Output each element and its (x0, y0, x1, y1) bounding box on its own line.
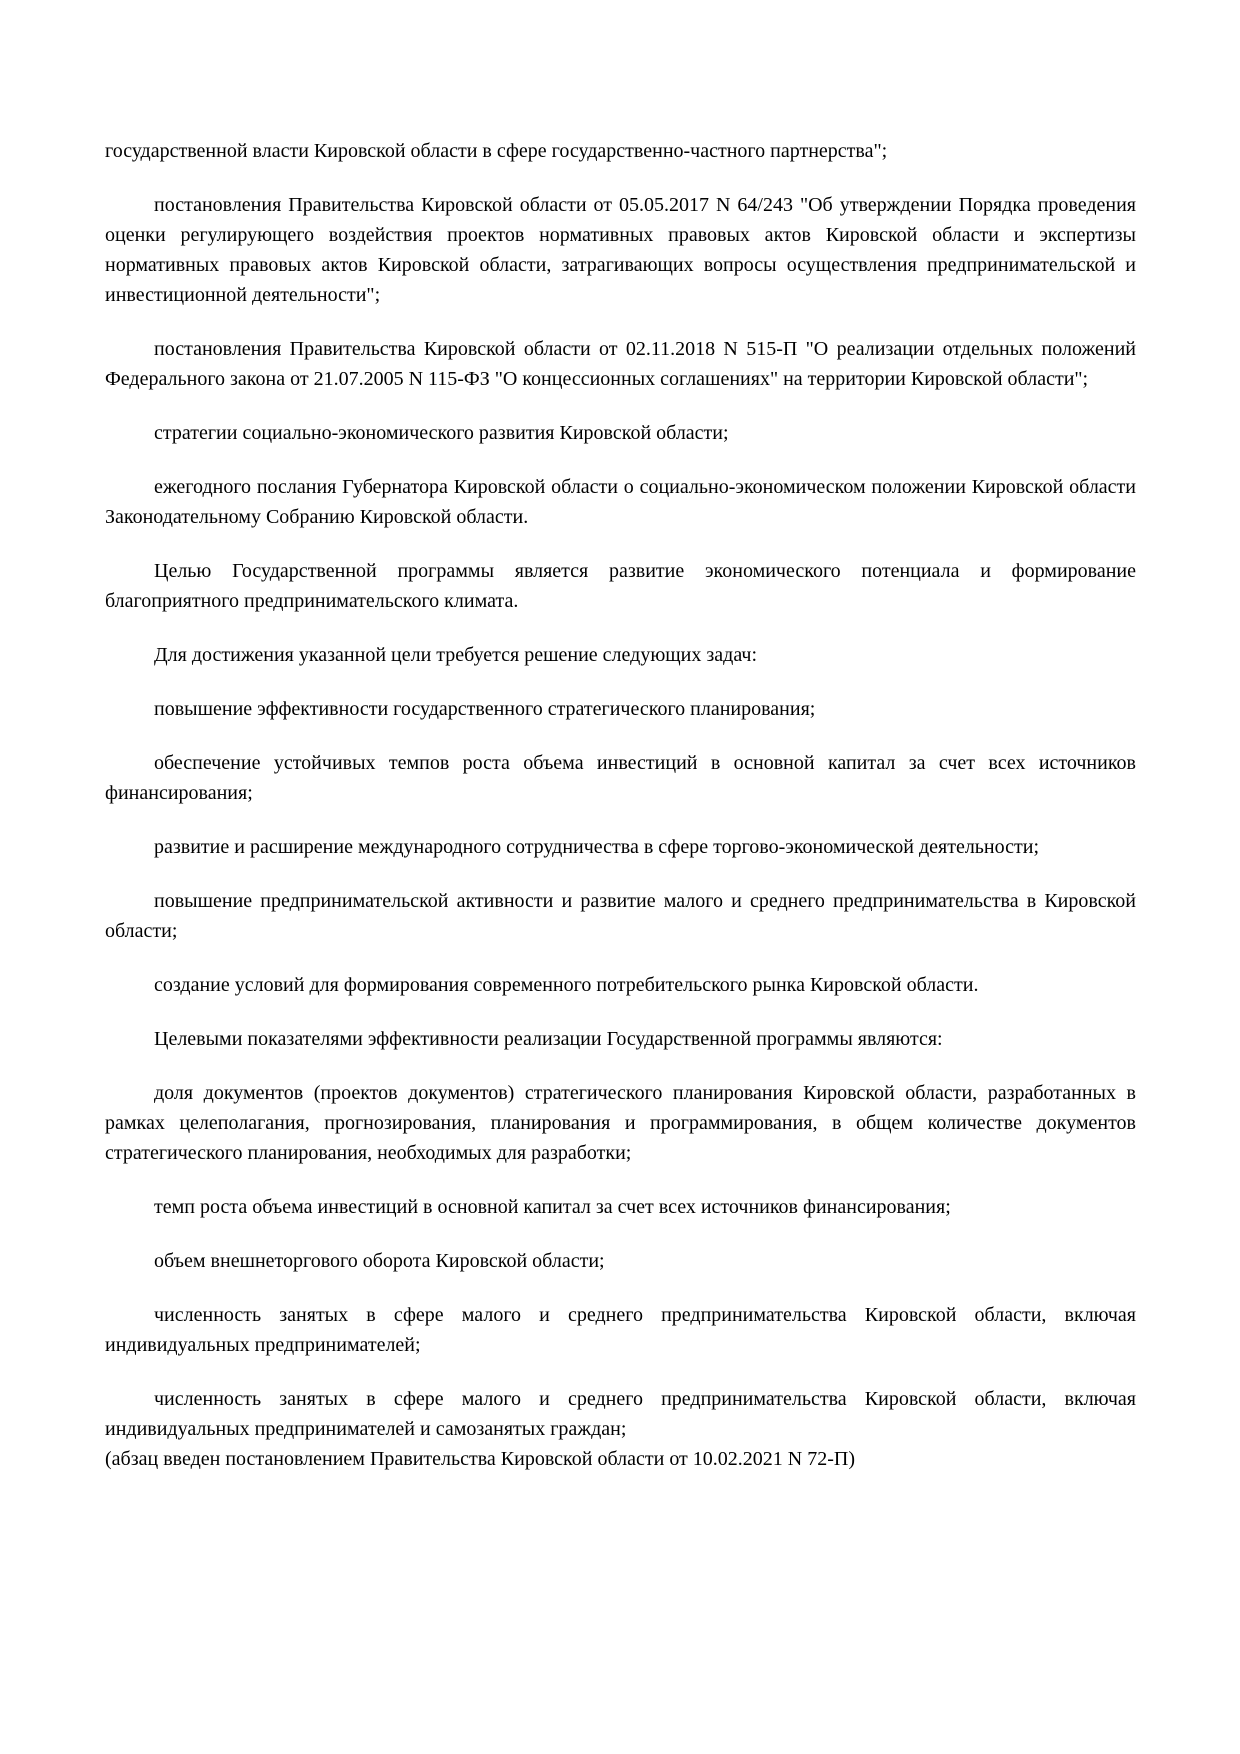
paragraph: доля документов (проектов документов) стратегического планирования Кировской области, разработанных в рамках целеполагания, прогнозирования, планирования и программирования, в общем количестве документов стратегического планирования, необходимых для разработки; (105, 1082, 1136, 1164)
paragraph: развитие и расширение международного сотрудничества в сфере торгово-экономической деятельности; (154, 836, 1039, 858)
paragraph: объем внешнеторгового оборота Кировской области; (154, 1250, 605, 1272)
amendment-note: (абзац введен постановлением Правительства Кировской области от 10.02.2021 N 72-П) (105, 1448, 855, 1470)
paragraph: обеспечение устойчивых темпов роста объема инвестиций в основной капитал за счет всех источников финансирования; (105, 752, 1136, 804)
paragraph: Целевыми показателями эффективности реализации Государственной программы являются: (154, 1028, 943, 1050)
paragraph: постановления Правительства Кировской области от 02.11.2018 N 515-П "О реализации отдельных положений Федерального закона от 21.07.2005 N 115-ФЗ "О концессионных соглашениях" на территории Кировской области"; (105, 338, 1136, 390)
paragraph: повышение эффективности государственного стратегического планирования; (154, 698, 816, 720)
paragraph: Для достижения указанной цели требуется решение следующих задач: (154, 644, 758, 666)
paragraph-continuation: государственной власти Кировской области в сфере государственно-частного партнерства"; (105, 140, 888, 162)
paragraph: постановления Правительства Кировской области от 05.05.2017 N 64/243 "Об утверждении Порядка проведения оценки регулирующего воздействия проектов нормативных правовых актов Кировской области и экспертизы нормативных правовых актов Кировской области, затрагивающих вопросы осуществления предпринимательской и инвестиционной деятельности"; (105, 194, 1136, 306)
paragraph: Целью Государственной программы является развитие экономического потенциала и формирование благоприятного предпринимательского климата. (105, 560, 1136, 612)
paragraph: стратегии социально-экономического развития Кировской области; (154, 422, 729, 444)
paragraph: численность занятых в сфере малого и среднего предпринимательства Кировской области, включая индивидуальных предпринимателей; (105, 1304, 1136, 1356)
paragraph: темп роста объема инвестиций в основной капитал за счет всех источников финансирования; (154, 1196, 951, 1218)
paragraph: повышение предпринимательской активности и развитие малого и среднего предпринимательства в Кировской области; (105, 890, 1136, 942)
paragraph: ежегодного послания Губернатора Кировской области о социально-экономическом положении Кировской области Законодательному Собранию Кировской области. (105, 476, 1136, 528)
paragraph: численность занятых в сфере малого и среднего предпринимательства Кировской области, включая индивидуальных предпринимателей и самозанятых граждан; (105, 1388, 1136, 1440)
paragraph: создание условий для формирования современного потребительского рынка Кировской области. (154, 974, 979, 996)
